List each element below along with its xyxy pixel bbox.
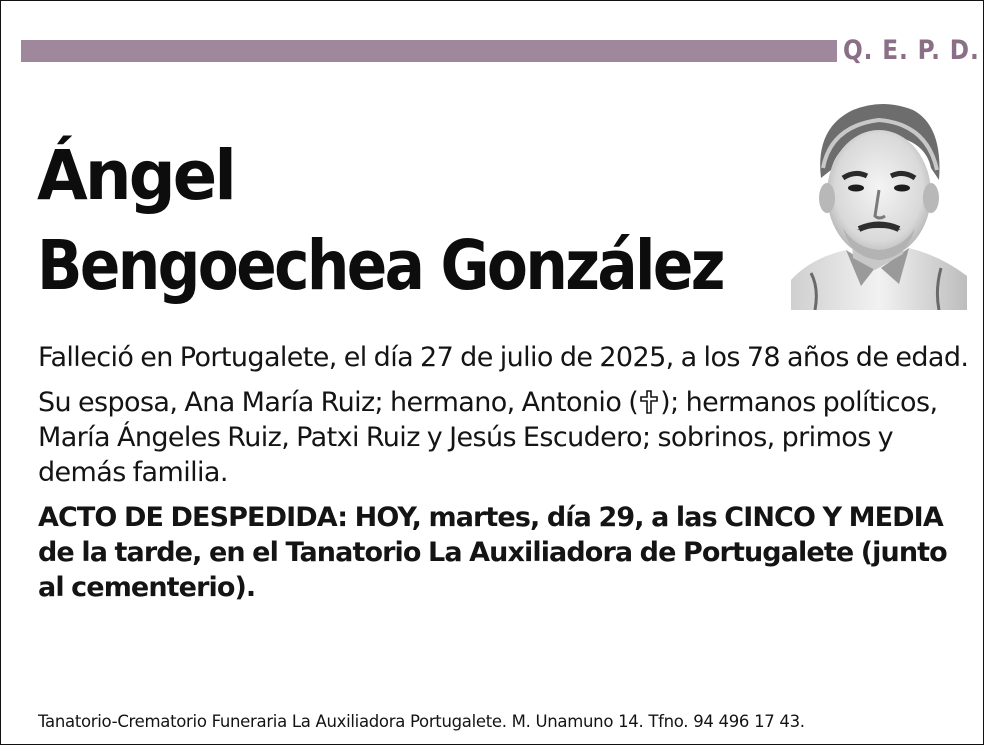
qepd-label: Q. E. P. D. — [843, 35, 980, 66]
deceased-name — [37, 131, 830, 311]
family-text-end: ); hermanos políticos, María Ángeles Ruiz, Patxi Ruiz y Jesús Escudero; sobrinos, primos y demás familia. — [38, 387, 938, 488]
header-bar — [21, 40, 837, 62]
surnames: Bengoechea González — [37, 226, 723, 306]
cross-icon — [639, 389, 659, 415]
ceremony-paragraph: ACTO DE DESPEDIDA: HOY, martes, día 29, a las CINCO Y MEDIA de la tarde, en el Tanatorio La Auxiliadora de Portugalete (junto al cementerio). — [38, 502, 947, 603]
funeral-home-footer: Tanatorio-Crematorio Funeraria La Auxiliadora Portugalete. M. Unamuno 14. Tfno. 94 496 17 43. — [38, 712, 805, 731]
death-paragraph: Falleció en Portugalete, el día 27 de julio de 2025, a los 78 años de edad. — [38, 342, 969, 373]
first-name: Ángel — [37, 136, 235, 216]
family-text-start: Su esposa, Ana María Ruiz; hermano, Antonio ( — [38, 387, 639, 418]
notice-body — [38, 340, 978, 605]
family-paragraph — [38, 385, 978, 490]
portrait-photo — [791, 98, 967, 310]
